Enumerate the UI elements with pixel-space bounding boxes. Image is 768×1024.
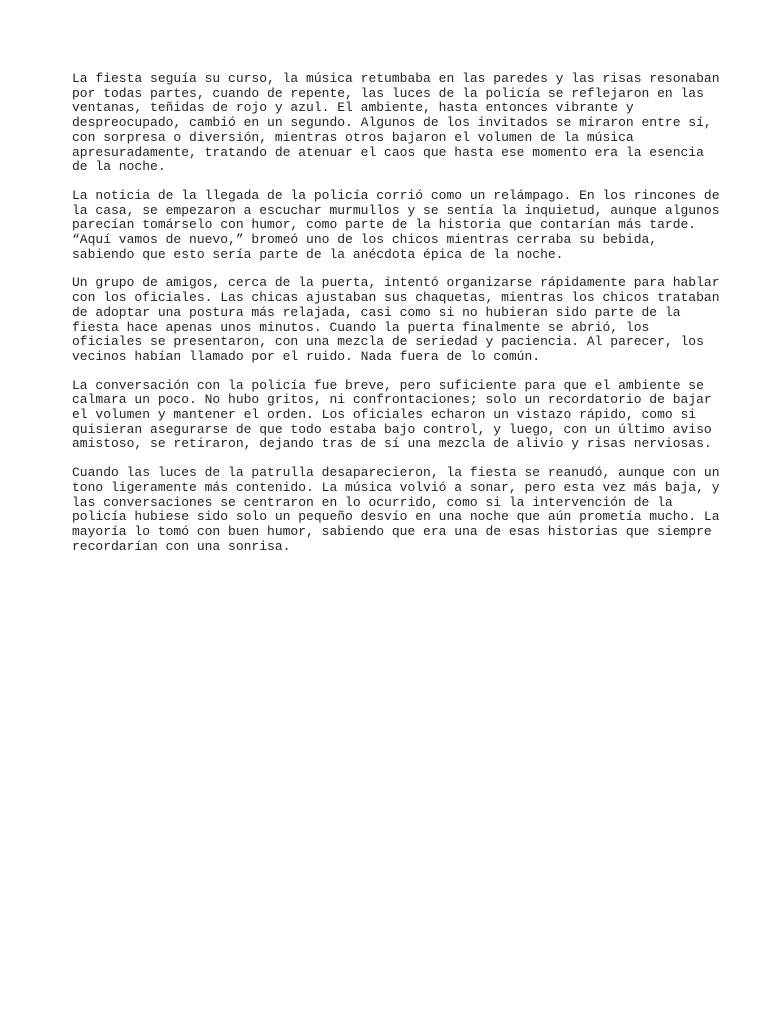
paragraph-5: Cuando las luces de la patrulla desaparecieron, la fiesta se reanudó, aunque con un tono ligeramente más contenido. La música volvió a sonar, pero esta vez más baja, y las conversaciones se centraron en lo ocurrido, como si la intervención de la policía hubiese sido solo un pequeño desvío en una noche que aún prometía mucho. La mayoría lo tomó con buen humor, sabiendo que era una de esas historias que siempre recordarían con una sonrisa. (72, 465, 720, 554)
paragraph-2: La noticia de la llegada de la policía corrió como un relámpago. En los rincones de la casa, se empezaron a escuchar murmullos y se sentía la inquietud, aunque algunos parecían tomárselo con humor, como parte de la historia que contarían más tarde. “Aquí vamos de nuevo,” bromeó uno de los chicos mientras cerraba su bebida, sabiendo que esto sería parte de la anécdota épica de la noche. (72, 187, 720, 262)
paragraph-1: La fiesta seguía su curso, la música retumbaba en las paredes y las risas resonaban por todas partes, cuando de repente, las luces de la policía se reflejaron en las ventanas, teñidas de rojo y azul. El ambiente, hasta entonces vibrante y despreocupado, cambió en un segundo. Algunos de los invitados se miraron entre sí, con sorpresa o diversión, mientras otros bajaron el volumen de la música apresuradamente, tratando de atenuar el caos que hasta ese momento era la esencia de la noche. (72, 71, 720, 175)
paragraph-3: Un grupo de amigos, cerca de la puerta, intentó organizarse rápidamente para hablar con los oficiales. Las chicas ajustaban sus chaquetas, mientras los chicos trataban de adoptar una postura más relajada, casi como si no hubieran sido parte de la fiesta hace apenas unos minutos. Cuando la puerta finalmente se abrió, los oficiales se presentaron, con una mezcla de seriedad y paciencia. Al parecer, los vecinos habían llamado por el ruido. Nada fuera de lo común. (72, 275, 720, 364)
document-page (72, 71, 720, 568)
paragraph-4: La conversación con la policía fue breve, pero suficiente para que el ambiente se calmara un poco. No hubo gritos, ni confrontaciones; solo un recordatorio de bajar el volumen y mantener el orden. Los oficiales echaron un vistazo rápido, como si quisieran asegurarse de que todo estaba bajo control, y luego, con un último aviso amistoso, se retiraron, dejando tras de sí una mezcla de alivio y risas nerviosas. (72, 377, 712, 452)
